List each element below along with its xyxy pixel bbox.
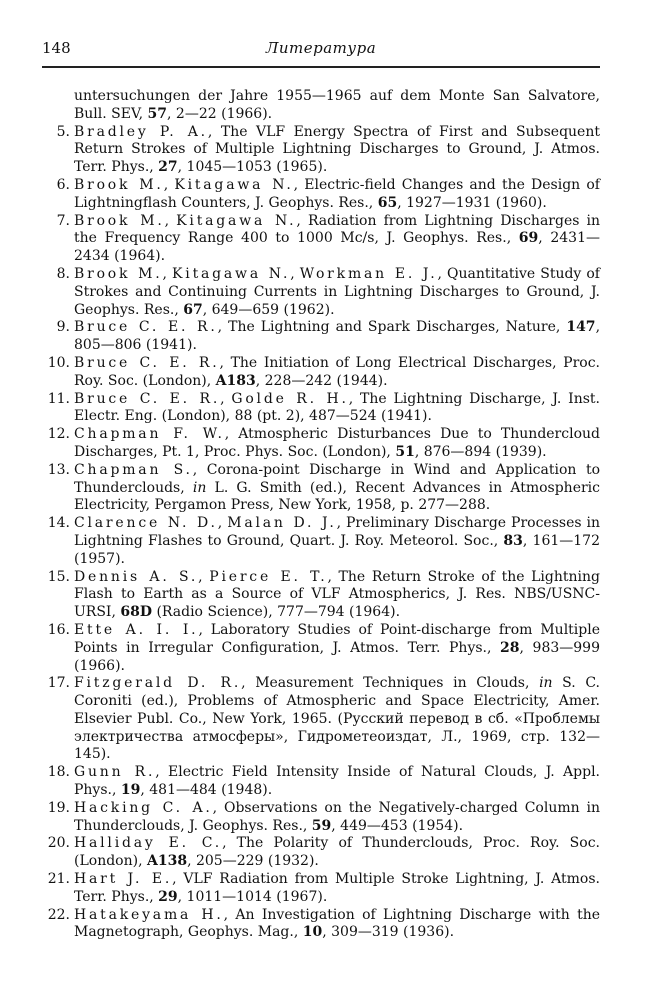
reference-number: 17. [47,675,70,692]
reference-number: 14. [47,515,70,532]
reference-15 [42,569,600,622]
reference-17 [42,675,600,764]
reference-number: 19. [47,799,70,816]
reference-13 [42,462,600,515]
reference-text: Halliday E. C., The Polarity of Thunderclouds, Proc. Roy. Soc. (London), A138, 205—229 (1932). [74,835,600,870]
reference-19 [42,800,600,836]
reference-continuation: untersuchungen der Jahre 1955—1965 auf dem Monte San Salvatore, Bull. SEV, 57, 2—22 (1966). [74,88,600,122]
reference-5 [42,124,600,177]
reference-21 [42,871,600,907]
reference-number: 22. [47,906,70,923]
reference-text: Hart J. E., VLF Radiation from Multiple Stroke Lightning, J. Atmos. Terr. Phys., 29, 1011—1014 (1967). [74,871,600,905]
reference-text: Ette A. I. I., Laboratory Studies of Point-discharge from Multiple Points in Irregular Configuration, J. Atmos. Terr. Phys., 28, 983—999 (1966). [74,621,600,674]
reference-20 [42,835,600,871]
reference-text: Bruce C. E. R., Golde R. H., The Lightning Discharge, J. Inst. Electr. Eng. (London), 88 (pt. 2), 487—524 (1941). [74,390,600,425]
reference-number: 16. [47,621,70,638]
reference-number: 9. [56,319,70,336]
reference-number: 7. [56,212,70,229]
reference-text: Bruce C. E. R., The Lightning and Spark Discharges, Nature, 147, 805—806 (1941). [74,319,601,354]
reference-6 [42,177,600,213]
reference-text: Clarence N. D., Malan D. J., Preliminary Discharge Processes in Lightning Flashes to Ground, Quart. J. Roy. Meteorol. Soc., 83, 161—172 (1957). [74,515,600,567]
reference-number: 20. [47,835,70,852]
reference-8 [42,266,600,319]
reference-text: Dennis A. S., Pierce E. T., The Return Stroke of the Lightning Flash to Earth as a Source of VLF Atmospherics, J. Res. NBS/USNC-URSI, 68D (Radio Science), 777—794 (1964). [74,568,600,621]
reference-number: 15. [47,568,70,585]
reference-9 [42,319,600,355]
reference-10 [42,355,600,391]
reference-text: Brook M., Kitagawa N., Electric-field Changes and the Design of Lightningflash Counters, J. Geophys. Res., 65, 1927—1931 (1960). [74,176,600,211]
reference-list [42,88,600,942]
reference-number: 11. [47,390,70,407]
reference-text: Bruce C. E. R., The Initiation of Long Electrical Discharges, Proc. Roy. Soc. (London), A183, 228—242 (1944). [74,354,600,389]
reference-text: Hacking C. A., Observations on the Negatively-charged Column in Thunderclouds, J. Geophys. Res., 59, 449—453 (1954). [74,799,600,834]
reference-text: Hatakeyama H., An Investigation of Lightning Discharge with the Magnetograph, Geophys. Mag., 10, 309—319 (1936). [74,906,601,941]
page-number: 148 [42,39,71,57]
reference-number: 6. [56,176,70,193]
reference-text: Brook M., Kitagawa N., Workman E. J., Quantitative Study of Strokes and Continuing Currents in Lightning Discharges to Ground, J. Geophys. Res., 67, 649—659 (1962). [74,265,600,318]
page-header [42,38,600,60]
reference-text: Fitzgerald D. R., Measurement Techniques in Clouds, in S. C. Coroniti (ed.), Problems of Atmospheric and Space Electricity, Amer. Elsevier Publ. Co., New York, 1965. (Русский перевод в сб. «Проблемы электричества атмосферы», Гидрометеоиздат, Л., 1969, стр. 132—145). [74,675,600,763]
reference-12 [42,426,600,462]
reference-number: 8. [56,265,70,282]
reference-text: Bradley P. A., The VLF Energy Spectra of First and Subsequent Return Strokes of Multiple Lightning Discharges to Ground, J. Atmos. Terr. Phys., 27, 1045—1053 (1965). [74,123,600,176]
reference-7 [42,213,600,266]
reference-11 [42,391,600,427]
reference-18 [42,764,600,800]
reference-number: 5. [56,123,70,140]
reference-text: Chapman S., Corona-point Discharge in Wind and Application to Thunderclouds, in L. G. Smith (ed.), Recent Advances in Atmospheric Electricity, Pergamon Press, New York, 1958, p. 277—288. [74,461,600,514]
reference-number: 13. [47,461,70,478]
reference-number: 10. [47,354,70,371]
reference-number: 21. [47,871,70,888]
reference-14 [42,515,600,568]
reference-22 [42,907,600,943]
reference-number: 18. [47,764,70,781]
reference-text: Chapman F. W., Atmospheric Disturbances Due to Thundercloud Discharges, Pt. 1, Proc. Phys. Soc. (London), 51, 876—894 (1939). [74,426,600,460]
reference-16 [42,622,600,675]
reference-number: 12. [47,426,70,443]
header-rule [42,66,600,68]
reference-text: Gunn R., Electric Field Intensity Inside of Natural Clouds, J. Appl. Phys., 19, 481—484 (1948). [74,764,600,799]
reference-text: Brook M., Kitagawa N., Radiation from Lightning Discharges in the Frequency Range 400 to 1000 Mc/s, J. Geophys. Res., 69, 2431—2434 (1964). [74,212,600,265]
running-title: Литература [265,39,377,57]
